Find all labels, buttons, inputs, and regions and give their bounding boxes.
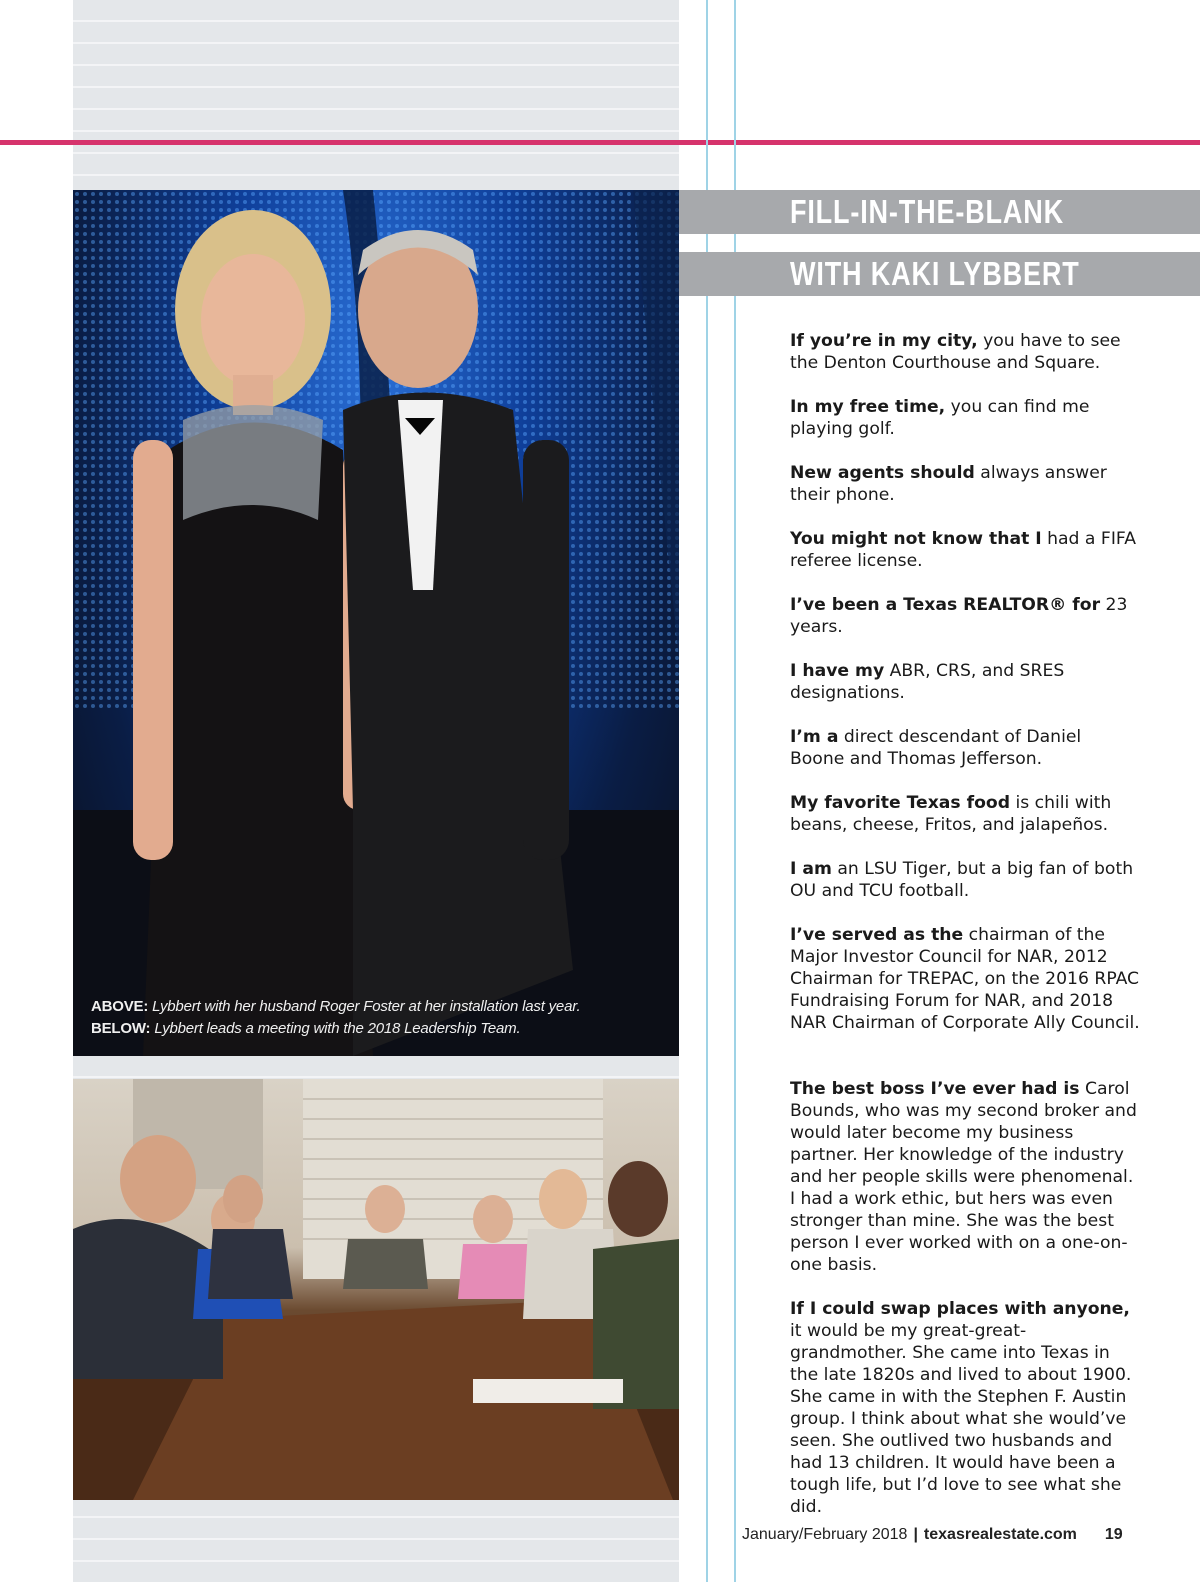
qa-item — [790, 528, 1140, 572]
photo-meeting-illustration — [73, 1079, 679, 1500]
page-footer — [742, 1526, 1123, 1544]
qa-answer: is chili with beans, cheese, Fritos, and jalapeños. — [790, 793, 1112, 835]
qa-lead: I’ve served as the — [790, 925, 964, 945]
caption-below — [91, 1018, 651, 1040]
photo-meeting — [73, 1079, 679, 1500]
pink-rule — [0, 140, 1200, 145]
qa-item — [790, 1078, 1140, 1276]
section-title-line2: WITH KAKI LYBBERT — [790, 255, 1080, 292]
qa-answer: you can find me playing golf. — [790, 397, 1090, 439]
qa-item — [790, 792, 1140, 836]
photo-couple-illustration — [73, 190, 679, 1056]
qa-answer: chairman of the Major Investor Council for NAR, 2012 Chairman for TREPAC, on the 2016 RPAC Fundraising Forum for NAR, and 2018 NAR Chairman of Corporate Ally Council. — [790, 925, 1140, 1033]
qa-lead: My favorite Texas food — [790, 793, 1010, 813]
qa-item — [790, 726, 1140, 770]
qa-answer: Carol Bounds, who was my second broker and would later become my business partner. Her knowledge of the industry and her people skills were phenomenal. I had a work ethic, but hers was even stronger than mine. She was the best person I ever worked with on a one-on-one basis. — [790, 1079, 1137, 1275]
qa-answer: an LSU Tiger, but a big fan of both OU and TCU football. — [790, 859, 1134, 901]
caption-above — [91, 996, 651, 1018]
qa-item — [790, 858, 1140, 902]
qa-item — [790, 1298, 1140, 1518]
qa-answer: ABR, CRS, and SRES designations. — [790, 661, 1065, 703]
qa-answer: 23 years. — [790, 595, 1128, 637]
qa-lead: New agents should — [790, 463, 975, 483]
qa-lead: If I could swap places with anyone, — [790, 1299, 1130, 1319]
qa-lead: If you’re in my city, — [790, 331, 978, 351]
qa-lead: I am — [790, 859, 832, 879]
qa-lead: You might not know that I — [790, 529, 1042, 549]
qa-lead: The best boss I’ve ever had is — [790, 1079, 1080, 1099]
qa-item — [790, 924, 1140, 1034]
qa-item — [790, 660, 1140, 704]
qa-answer: had a FIFA referee license. — [790, 529, 1136, 571]
photo-couple — [73, 190, 679, 1056]
qa-item — [790, 396, 1140, 440]
caption-below-text: Lybbert leads a meeting with the 2018 Leadership Team. — [150, 1020, 521, 1037]
page-number: 19 — [1104, 1526, 1123, 1543]
vertical-rule-right — [734, 0, 736, 1582]
caption-above-text: Lybbert with her husband Roger Foster at her installation last year. — [148, 998, 581, 1015]
footer-issue: January/February 2018 — [742, 1526, 908, 1543]
footer-site: texasrealestate.com — [923, 1526, 1077, 1543]
qa-answer: you have to see the Denton Courthouse and Square. — [790, 331, 1121, 373]
qa-item — [790, 462, 1140, 506]
photo-caption — [91, 996, 651, 1040]
qa-answer: direct descendant of Daniel Boone and Thomas Jefferson. — [790, 727, 1082, 769]
qa-answer: it would be my great-great-grandmother. She came into Texas in the late 1820s and lived to about 1900. She came in with the Stephen F. Austin group. I think about what she would’ve seen. She outlived two husbands and had 13 children. It would have been a tough life, but I’d love to see what she did. — [790, 1321, 1132, 1517]
qa-lead: I’m a — [790, 727, 839, 747]
qa-lead: In my free time, — [790, 397, 946, 417]
qa-lead: I’ve been a Texas REALTOR® for — [790, 595, 1101, 615]
qa-answer: always answer their phone. — [790, 463, 1107, 505]
qa-item — [790, 330, 1140, 374]
qa-item — [790, 594, 1140, 638]
vertical-rule-left — [706, 0, 708, 1582]
caption-above-label: ABOVE: — [91, 998, 149, 1015]
qa-lead: I have my — [790, 661, 885, 681]
caption-below-label: BELOW: — [91, 1020, 151, 1037]
section-title-line1: FILL-IN-THE-BLANK — [790, 193, 1064, 230]
footer-separator: | — [913, 1526, 918, 1543]
